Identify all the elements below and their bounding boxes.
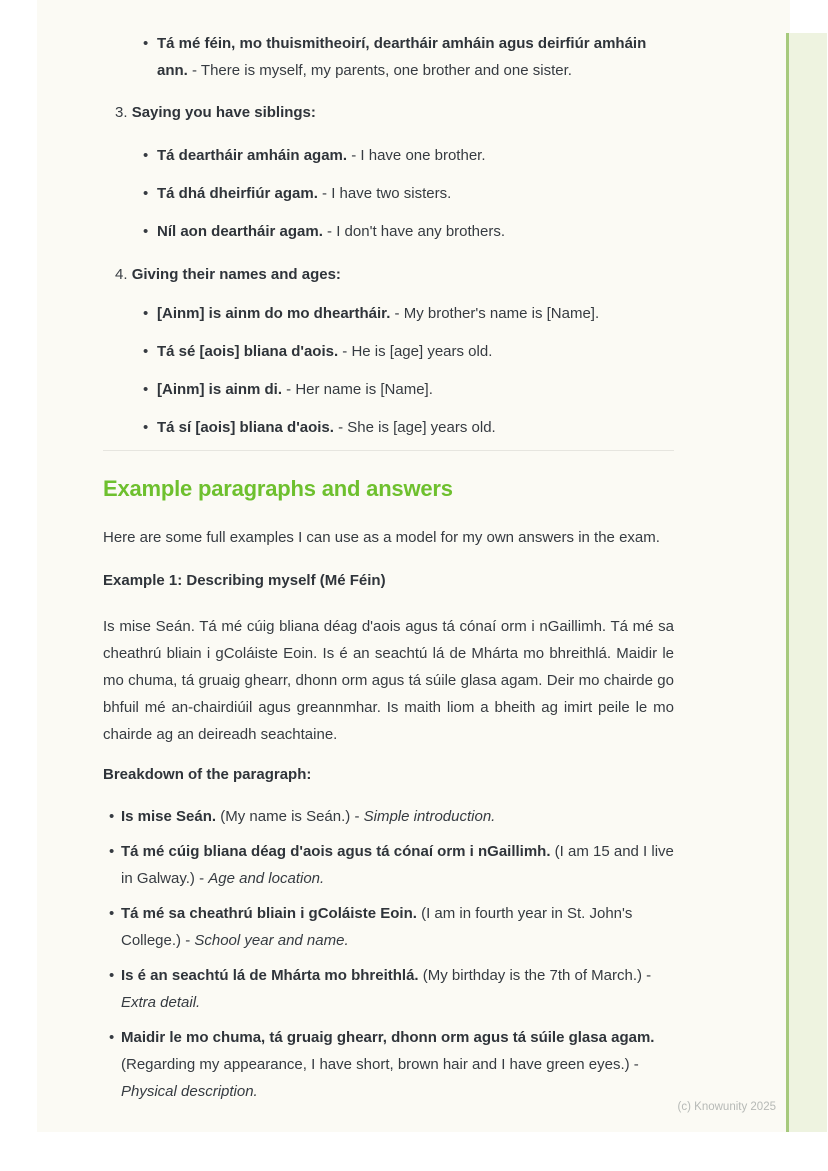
bullet-icon: • xyxy=(143,147,149,164)
bullet-icon: • xyxy=(143,223,149,240)
irish-phrase: Is mise Seán. xyxy=(121,808,217,825)
list-item xyxy=(103,376,674,403)
document-page xyxy=(37,0,790,1132)
irish-phrase: Tá deartháir amháin agam. xyxy=(157,147,348,164)
document-content xyxy=(103,0,674,1107)
phrase-translation: (My birthday is the 7th of March.) - xyxy=(418,967,652,984)
phrase-translation: - I don't have any brothers. xyxy=(322,223,506,240)
breakdown-subheading: Breakdown of the paragraph: xyxy=(103,766,312,783)
phrase-translation: - Her name is [Name]. xyxy=(282,381,433,398)
phrase-note: Extra detail. xyxy=(121,994,201,1011)
irish-phrase: Tá sí [aois] bliana d'aois. xyxy=(157,419,334,436)
irish-phrase: Tá mé sa cheathrú bliain i gColáiste Eoin. xyxy=(121,905,417,922)
phrase-translation: (My name is Seán.) - xyxy=(216,808,364,825)
example1-irish-paragraph: Is mise Seán. Tá mé cúig bliana déag d'aois agus tá cónaí orm i nGaillimh. Tá mé sa cheathrú bliain i gColáiste Eoin. Is é an seachtú lá de Mhárta mo bhreithlá. Maidir le mo chuma, tá gruaig ghearr, dhonn orm agus tá súile glasa agam. Deir mo chairde go bhfuil mé an-chairdiúil agus greannmhar. Is maith liom a bheith ag imirt peile le mo chairde ag an deireadh seachtaine. xyxy=(103,618,674,743)
list-item xyxy=(103,962,674,1016)
section-title: Giving their names and ages: xyxy=(131,266,341,283)
bullet-icon: • xyxy=(109,905,115,922)
phrase-translation: - There is myself, my parents, one brother and one sister. xyxy=(187,62,572,79)
family-description-list xyxy=(103,30,674,84)
list-item xyxy=(103,218,674,245)
list-item xyxy=(103,142,674,169)
list-item xyxy=(103,1024,674,1105)
list-item xyxy=(103,180,674,207)
divider xyxy=(103,450,674,451)
list-item xyxy=(103,803,674,830)
bullet-icon: • xyxy=(143,381,149,398)
bullet-icon: • xyxy=(143,419,149,436)
phrase-translation: (I am 15 and I live in Galway.) - xyxy=(121,843,674,887)
phrase-translation: - She is [age] years old. xyxy=(333,419,496,436)
section-heading-siblings xyxy=(103,99,674,126)
breakdown-list xyxy=(103,803,674,1105)
example-section-title: Example paragraphs and answers xyxy=(103,476,453,501)
list-item xyxy=(103,300,674,327)
irish-phrase: Níl aon deartháir agam. xyxy=(157,223,323,240)
section-number: 3. xyxy=(115,104,128,121)
siblings-phrase-list xyxy=(103,142,674,245)
example1-subheading: Example 1: Describing myself (Mé Féin) xyxy=(103,572,386,589)
phrase-translation: (I am in fourth year in St. John's College.) - xyxy=(121,905,633,949)
bullet-icon: • xyxy=(143,35,149,52)
bullet-icon: • xyxy=(109,1029,115,1046)
section-title: Saying you have siblings: xyxy=(131,104,316,121)
irish-phrase: [Ainm] is ainm di. xyxy=(157,381,283,398)
bullet-icon: • xyxy=(143,305,149,322)
watermark: (c) Knowunity 2025 xyxy=(677,1101,776,1113)
phrase-note: Age and location. xyxy=(208,870,325,887)
phrase-translation: (Regarding my appearance, I have short, brown hair and I have green eyes.) - xyxy=(121,1056,639,1073)
phrase-translation: - I have two sisters. xyxy=(317,185,452,202)
list-item xyxy=(103,338,674,365)
irish-phrase: Tá mé cúig bliana déag d'aois agus tá cónaí orm i nGaillimh. xyxy=(121,843,551,860)
list-item xyxy=(103,838,674,892)
list-item xyxy=(103,900,674,954)
bullet-icon: • xyxy=(109,843,115,860)
irish-phrase: [Ainm] is ainm do mo dheartháir. xyxy=(157,305,391,322)
phrase-note: Physical description. xyxy=(121,1083,258,1100)
bullet-icon: • xyxy=(143,343,149,360)
irish-phrase: Maidir le mo chuma, tá gruaig ghearr, dhonn orm agus tá súile glasa agam. xyxy=(121,1029,655,1046)
names-ages-phrase-list xyxy=(103,300,674,441)
list-item xyxy=(103,30,674,84)
irish-phrase: Tá dhá dheirfiúr agam. xyxy=(157,185,318,202)
bullet-icon: • xyxy=(109,808,115,825)
phrase-translation: - My brother's name is [Name]. xyxy=(390,305,600,322)
irish-phrase: Is é an seachtú lá de Mhárta mo bhreithlá. xyxy=(121,967,419,984)
example-intro-paragraph: Here are some full examples I can use as a model for my own answers in the exam. xyxy=(103,529,660,546)
section-heading-names-ages xyxy=(103,261,674,288)
list-item xyxy=(103,414,674,441)
accent-band xyxy=(786,33,827,1132)
phrase-note: School year and name. xyxy=(194,932,349,949)
section-number: 4. xyxy=(115,266,128,283)
irish-phrase: Tá sé [aois] bliana d'aois. xyxy=(157,343,339,360)
phrase-note: Simple introduction. xyxy=(363,808,496,825)
phrase-translation: - He is [age] years old. xyxy=(338,343,493,360)
irish-phrase: Tá mé féin, mo thuismitheoirí, deartháir amháin agus deirfiúr amháin ann. xyxy=(157,35,647,79)
bullet-icon: • xyxy=(143,185,149,202)
phrase-translation: - I have one brother. xyxy=(347,147,486,164)
bullet-icon: • xyxy=(109,967,115,984)
